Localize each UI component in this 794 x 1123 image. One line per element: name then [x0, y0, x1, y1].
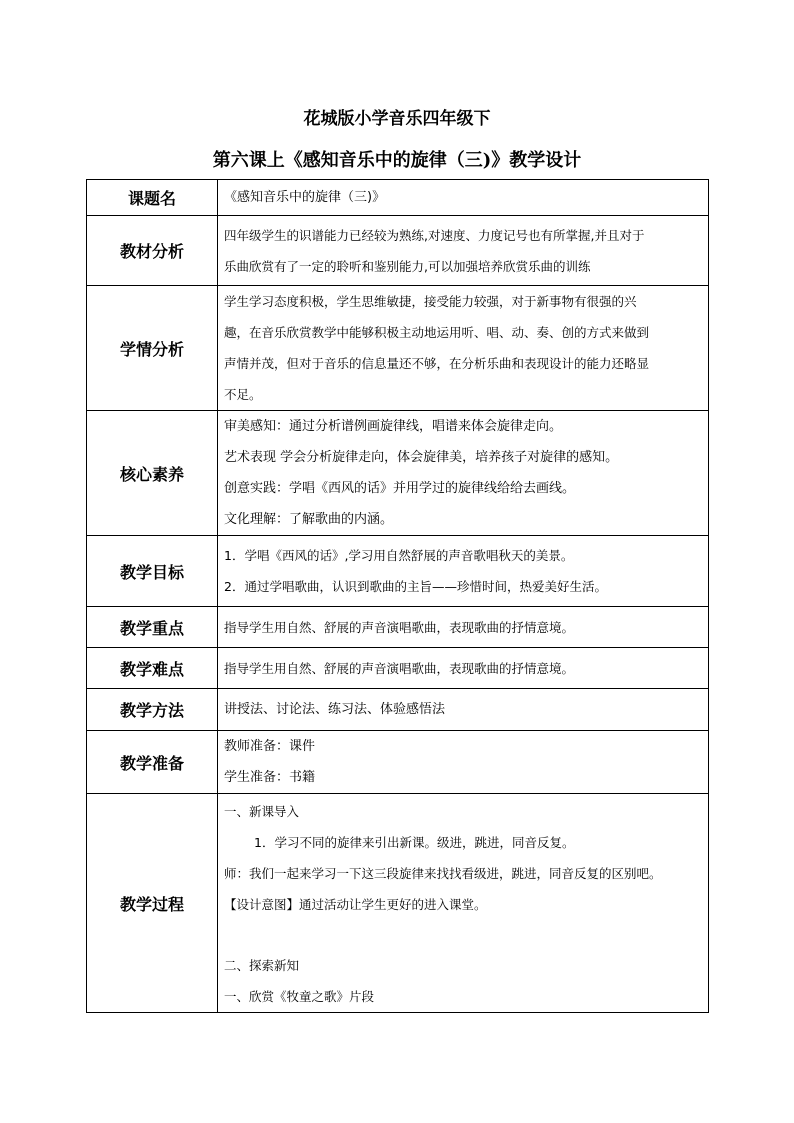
document-subtitle: 第六课上《感知音乐中的旋律（三)》教学设计	[212, 150, 582, 171]
row-content	[218, 180, 709, 216]
content-line: 创意实践：学唱《西风的话》并用学过的旋律线给给去画线。	[224, 481, 576, 496]
row-label: 教学准备	[87, 731, 218, 794]
lesson-plan-table	[86, 179, 709, 1013]
document-title: 花城版小学音乐四年级下	[303, 109, 491, 129]
table-row	[87, 648, 709, 689]
row-label: 教学重点	[87, 607, 218, 648]
row-label: 核心素养	[87, 411, 218, 536]
content-line: 指导学生用自然、舒展的声音演唱歌曲，表现歌曲的抒情意境。	[224, 660, 575, 676]
blank-line	[224, 920, 704, 950]
content-line: 讲授法、讨论法、练习法、体验感悟法	[224, 702, 446, 717]
row-content	[218, 216, 709, 286]
content-line: 乐曲欣赏有了一定的聆听和鉴别能力,可以加强培养欣赏乐曲的训练	[224, 258, 591, 274]
content-line: 学生准备：书籍	[224, 770, 316, 785]
row-label: 教材分析	[87, 216, 218, 286]
content-line: 《感知音乐中的旋律（三)》	[224, 190, 386, 205]
content-line: 2．通过学唱歌曲，认识到歌曲的主旨——珍惜时间，热爱美好生活。	[224, 579, 607, 594]
row-label: 学情分析	[87, 286, 218, 411]
row-content	[218, 411, 709, 536]
table-row	[87, 689, 709, 731]
content-line: 趣，在音乐欣赏教学中能够积极主动地运用听、唱、动、奏、创的方式来做到	[224, 325, 650, 340]
table-row	[87, 411, 709, 536]
content-line: 【设计意图】通过活动让学生更好的进入课堂。	[224, 897, 487, 912]
table-row	[87, 607, 709, 648]
content-line: 二、探索新知	[224, 958, 300, 973]
content-line: 1．学习不同的旋律来引出新课。级进，跳进，同音反复。	[254, 835, 575, 850]
content-line: 教师准备：课件	[224, 739, 316, 754]
table-row	[87, 794, 709, 1013]
content-line: 文化理解：了解歌曲的内涵。	[224, 512, 394, 527]
row-label: 课题名	[87, 180, 218, 216]
content-line: 不足。	[224, 387, 262, 402]
table-row	[87, 216, 709, 286]
table-row	[87, 286, 709, 411]
row-content	[218, 731, 709, 794]
content-line: 指导学生用自然、舒展的声音演唱歌曲，表现歌曲的抒情意境。	[224, 619, 575, 635]
content-line: 一、欣赏《牧童之歌》片段	[224, 989, 375, 1004]
content-line: 四年级学生的识谱能力已经较为熟练,对速度、力度记号也有所掌握,并且对于	[224, 227, 645, 243]
content-line: 一、新课导入	[224, 804, 300, 819]
content-line: 学生学习态度积极，学生思维敏捷，接受能力较强，对于新事物有很强的兴	[224, 294, 637, 309]
row-content	[218, 286, 709, 411]
row-content	[218, 648, 709, 689]
row-content	[218, 794, 709, 1013]
content-line: 审美感知：通过分析谱例画旋律线，唱谱来体会旋律走向。	[224, 419, 563, 434]
row-content	[218, 689, 709, 731]
table-row	[87, 731, 709, 794]
content-line: 师：我们一起来学习一下这三段旋律来找找看级进，跳进，同音反复的区别吧。	[224, 866, 662, 881]
content-line: 艺术表现 学会分析旋律走向，体会旋律美，培养孩子对旋律的感知。	[224, 450, 619, 465]
row-label: 教学过程	[87, 794, 218, 1013]
content-line: 声情并茂，但对于音乐的信息量还不够，在分析乐曲和表现设计的能力还略显	[224, 356, 650, 371]
table-row	[87, 180, 709, 216]
table-row	[87, 536, 709, 607]
content-line: 1．学唱《西风的话》,学习用自然舒展的声音歌唱秋天的美景。	[224, 548, 574, 563]
row-content	[218, 607, 709, 648]
row-label: 教学方法	[87, 689, 218, 731]
row-label: 教学难点	[87, 648, 218, 689]
row-content	[218, 536, 709, 607]
row-label: 教学目标	[87, 536, 218, 607]
